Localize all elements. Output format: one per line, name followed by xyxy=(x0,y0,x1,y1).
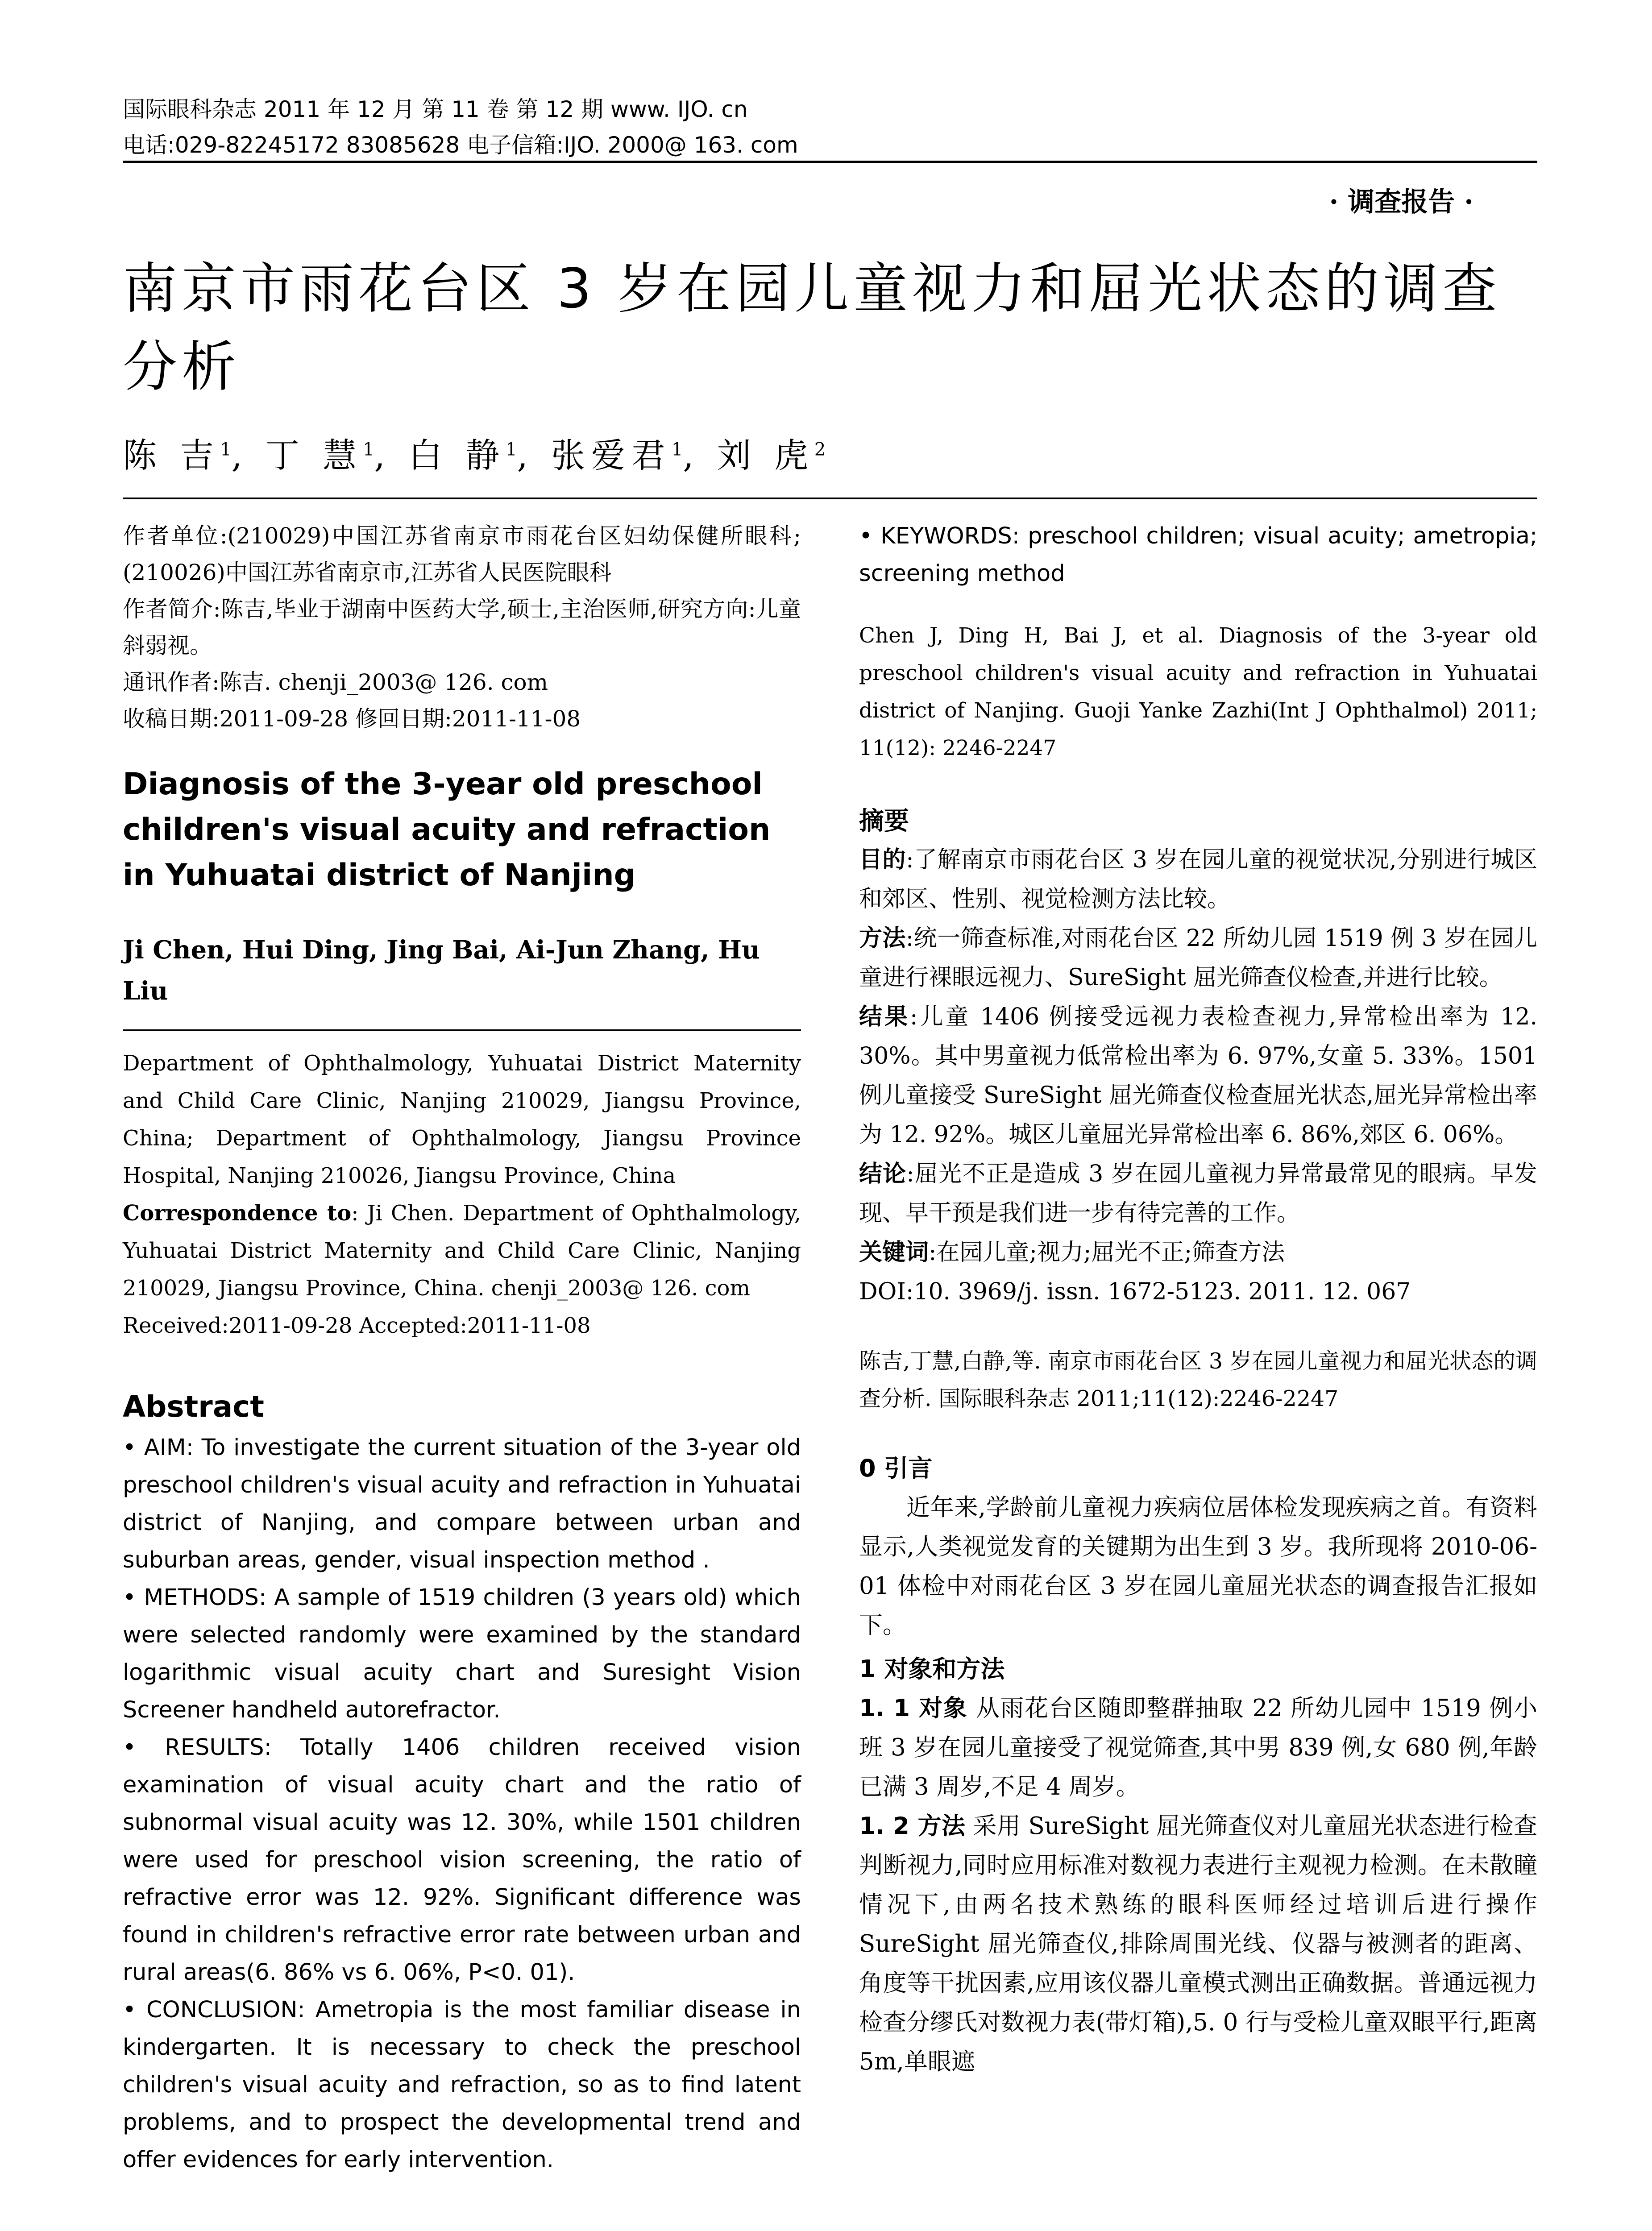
author-name: 白 静 xyxy=(408,435,506,475)
doi: DOI:10. 3969/j. issn. 1672-5123. 2011. 12. 067 xyxy=(859,1278,1411,1305)
section-1-heading: 1 对象和方法 xyxy=(859,1655,1005,1683)
abstract-cn-conclusion xyxy=(859,1154,1537,1233)
section-0-heading: 0 引言 xyxy=(859,1454,933,1482)
abstract-cn-heading: 摘要 xyxy=(859,807,909,836)
aim-label: 目的 xyxy=(859,846,906,873)
author-affil-mark: 1 xyxy=(363,439,374,460)
header-divider xyxy=(123,161,1537,163)
author-name: 丁 慧 xyxy=(265,435,363,475)
results-label: 结果 xyxy=(859,1003,910,1030)
author-bio-cn: 作者简介:陈吉,毕业于湖南中医药大学,硕士,主治医师,研究方向:儿童斜弱视。 xyxy=(123,596,801,659)
author-name: 张爱君 xyxy=(551,435,672,475)
affiliation-cn: 作者单位:(210029)中国江苏省南京市雨花台区妇幼保健所眼科;(210026)中国江苏省南京市,江苏省人民医院眼科 xyxy=(123,523,801,585)
author-separator: , xyxy=(683,435,700,475)
abstract-cn-methods xyxy=(859,919,1537,997)
aim-text: :了解南京市雨花台区 3 岁在园儿童的视觉状况,分别进行城区和郊区、性别、视觉检测方法比较。 xyxy=(859,846,1537,912)
section-1-2-text: 采用 SureSight 屈光筛查仪对儿童屈光状态进行检查判断视力,同时应用标准对数视力表进行主观视力检测。在未散瞳情况下,由两名技术熟练的眼科医师经过培训后进行操作 SureSight 屈光筛查仪,排除周围光线、仪器与被测者的距离、角度等干扰因素,应用该仪器儿童模式测出正确数据。普通远视力检查分缪氏对数视力表(带灯箱),5. 0 行与受检儿童双眼平行,距离 5m,单眼遮 xyxy=(859,1812,1537,2075)
section-1-1-label: 1. 1 对象 xyxy=(859,1695,968,1722)
section-1-1 xyxy=(859,1689,1537,1807)
author-separator: , xyxy=(231,435,249,475)
affiliation-divider xyxy=(123,1029,801,1031)
correspondence-label: Correspondence to xyxy=(123,1201,352,1226)
header-line-1: 国际眼科杂志 2011 年 12 月 第 11 卷 第 12 期 www. IJO. cn xyxy=(123,96,748,122)
author-name: 陈 吉 xyxy=(123,435,220,475)
section-1-2-label: 1. 2 方法 xyxy=(859,1812,966,1840)
correspondence-text: : Ji Chen. Department of Ophthalmology, Yuhuatai District Maternity and Child Care Clinic, Nanjing 210029, Jiangsu Province, China. chenji_2003@ 126. com xyxy=(123,1201,801,1301)
abstract-results: • RESULTS: Totally 1406 children received vision examination of visual acuity chart and the ratio of subnormal visual acuity was 12. 30%, while 1501 children were used for preschool vision screening, the ratio of refractive error was 12. 92%. Significant difference was found in children's refractive error rate between urban and rural areas(6. 86% vs 6. 06%, P<0. 01). xyxy=(123,1734,801,1986)
keywords-en: • KEYWORDS: preschool children; visual acuity; ametropia; screening method xyxy=(859,523,1537,587)
abstract-cn-results xyxy=(859,997,1537,1154)
results-text: :儿童 1406 例接受远视力表检查视力,异常检出率为 12. 30%。其中男童视力低常检出率为 6. 97%,女童 5. 33%。1501 例儿童接受 SureSight 屈光筛查仪检查屈光状态,屈光异常检出率为 12. 92%。城区儿童屈光异常检出率 6. 86%,郊区 6. 06%。 xyxy=(859,1004,1537,1148)
author-affil-mark: 1 xyxy=(220,439,232,460)
dates-cn: 收稿日期:2011-09-28 修回日期:2011-11-08 xyxy=(123,706,581,732)
conclusion-label: 结论 xyxy=(859,1160,907,1187)
section-0-paragraph: 近年来,学龄前儿童视力疾病位居体检发现疾病之首。有资料显示,人类视觉发育的关键期为出生到 3 岁。我所现将 2010-06-01 体检中对雨花台区 3 岁在园儿童屈光状态的调查报告汇报如下。 xyxy=(859,1494,1537,1639)
english-authors: Ji Chen, Hui Ding, Jing Bai, Ai-Jun Zhang, Hu Liu xyxy=(123,935,760,1006)
abstract-methods: • METHODS: A sample of 1519 children (3 years old) which were selected randomly were examined by the standard logarithmic visual acuity chart and Suresight Vision Screener handheld autorefractor. xyxy=(123,1584,801,1723)
english-title: Diagnosis of the 3-year old preschool children's visual acuity and refraction in Yuhuatai district of Nanjing xyxy=(123,767,771,893)
section-label: · 调查报告 · xyxy=(1329,187,1474,218)
author-separator: , xyxy=(517,435,534,475)
correspondence-en xyxy=(123,1194,801,1307)
authors-cn xyxy=(123,428,826,477)
conclusion-text: :屈光不正是造成 3 岁在园儿童视力异常最常见的眼病。早发现、早干预是我们进一步有待完善的工作。 xyxy=(859,1161,1537,1227)
keywords-label: 关键词 xyxy=(859,1239,929,1266)
journal-header xyxy=(123,91,1537,163)
article-title: 南京市雨花台区 3 岁在园儿童视力和屈光状态的调查分析 xyxy=(123,257,1502,398)
section-1-1-text: 从雨花台区随即整群抽取 22 所幼儿园中 1519 例小班 3 岁在园儿童接受了视觉筛查,其中男 839 例,女 680 例,年龄已满 3 周岁,不足 4 周岁。 xyxy=(859,1695,1537,1800)
section-1-2 xyxy=(859,1807,1537,2082)
methods-label: 方法 xyxy=(859,925,906,952)
keywords-text: :在园儿童;视力;屈光不正;筛查方法 xyxy=(929,1239,1285,1266)
keywords-cn xyxy=(859,1233,1537,1272)
abstract-cn-aim xyxy=(859,840,1537,919)
abstract-conclusion: • CONCLUSION: Ametropia is the most familiar disease in kindergarten. It is necessary to check the preschool children's visual acuity and refraction, so as to find latent problems, and to prospect the developmental trend and offer evidences for early intervention. xyxy=(123,1997,801,2173)
dates-en: Received:2011-09-28 Accepted:2011-11-08 xyxy=(123,1313,591,1338)
affiliation-en: Department of Ophthalmology, Yuhuatai District Maternity and Child Care Clinic, Nanjing 210029, Jiangsu Province, China; Department of Ophthalmology, Jiangsu Province Hospital, Nanjing 210026, Jiangsu Province, China xyxy=(123,1051,801,1188)
citation-en: Chen J, Ding H, Bai J, et al. Diagnosis of the 3-year old preschool children's visual acuity and refraction in Yuhuatai district of Nanjing. Guoji Yanke Zazhi(Int J Ophthalmol) 2011; 11(12): 2246-2247 xyxy=(859,623,1537,760)
author-affil-mark: 1 xyxy=(506,439,517,460)
author-separator: , xyxy=(374,435,391,475)
correspondence-cn: 通讯作者:陈吉. chenji_2003@ 126. com xyxy=(123,669,548,695)
abstract-heading: Abstract xyxy=(123,1389,264,1424)
methods-text: :统一筛查标准,对雨花台区 22 所幼儿园 1519 例 3 岁在园儿童进行裸眼远视力、SureSight 屈光筛查仪检查,并进行比较。 xyxy=(859,925,1537,991)
citation-cn: 陈吉,丁慧,白静,等. 南京市雨花台区 3 岁在园儿童视力和屈光状态的调查分析. 国际眼科杂志 2011;11(12):2246-2247 xyxy=(859,1348,1537,1411)
title-divider xyxy=(123,498,1537,499)
right-column xyxy=(859,518,1537,2082)
left-column xyxy=(123,518,801,2179)
author-affil-mark: 1 xyxy=(671,439,683,460)
author-affil-mark: 2 xyxy=(814,439,826,460)
author-name: 刘 虎 xyxy=(717,435,814,475)
abstract-aim: • AIM: To investigate the current situation of the 3-year old preschool children's visual acuity and refraction in Yuhuatai district of Nanjing, and compare between urban and suburban areas, gender, visual inspection method . xyxy=(123,1435,801,1573)
header-line-2: 电话:029-82245172 83085628 电子信箱:IJO. 2000@ 163. com xyxy=(123,132,798,158)
